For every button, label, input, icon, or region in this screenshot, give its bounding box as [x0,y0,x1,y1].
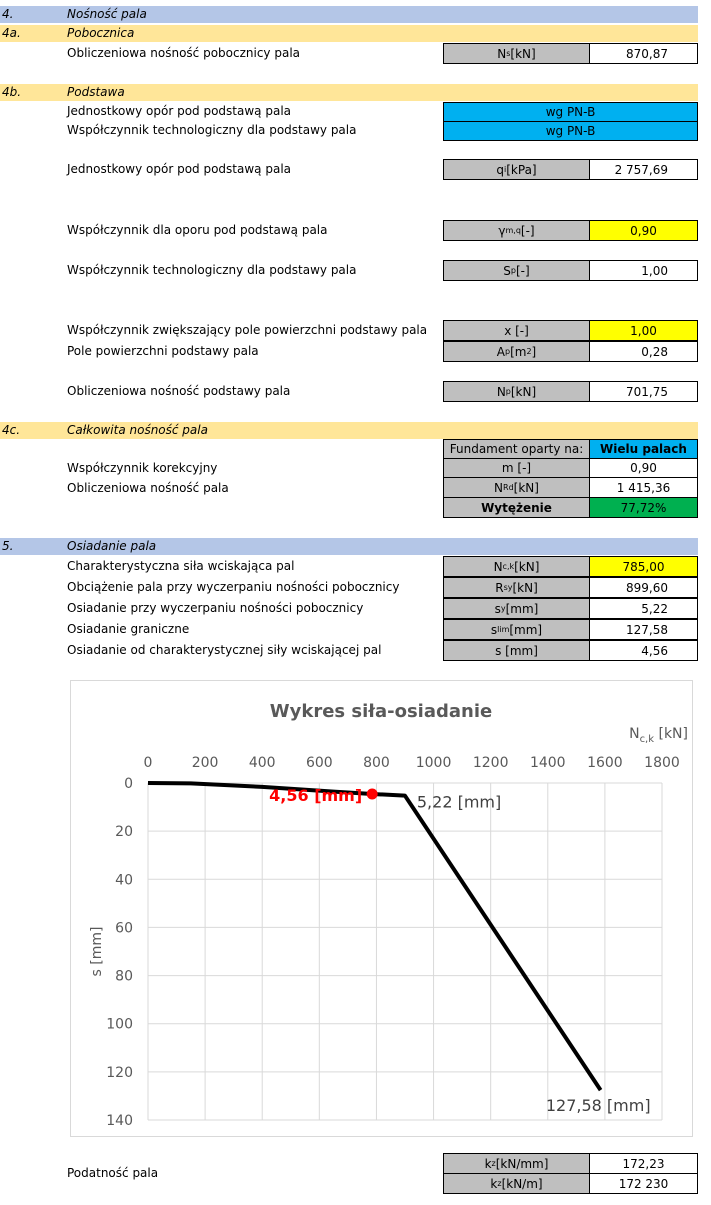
value-cell[interactable]: 172,23 [589,1153,698,1174]
y-tick-label: 120 [106,1064,133,1081]
y-tick-label: 0 [124,776,133,792]
symbol-cell: N p [kN] [443,381,590,402]
chart-svg [71,681,692,1136]
utilization-label-cell: Wytężenie [443,497,590,518]
value-cell[interactable]: 5,22 [589,598,698,619]
row-label: Jednostkowy opór pod podstawą pala [67,162,292,176]
x-tick-label: 1400 [529,755,566,771]
section-title: Podstawa [67,85,125,99]
x-tick-label: 1600 [587,755,623,771]
row-label: Współczynnik technologiczny dla podstawy pala [67,263,357,277]
x-tick-label: 200 [191,755,219,771]
value-cell[interactable]: 0,90 [589,458,698,478]
value-cell[interactable]: 701,75 [589,381,698,402]
symbol-cell: S p [-] [443,260,590,281]
value-cell[interactable]: 870,87 [589,43,698,64]
symbol-cell: m [-] [443,458,590,478]
row-label: Pole powierzchni podstawy pala [67,344,259,358]
value-cell[interactable]: 0,28 [589,341,698,362]
symbol-cell: k z [kN/m] [443,1173,590,1194]
x-tick-label: 600 [305,755,333,771]
section-4c-header [0,422,698,439]
section-title: Nośność pala [67,7,147,21]
input-cell[interactable]: 785,00 [589,556,698,577]
row-label: Osiadanie od charakterystycznej siły wciskającej pal [67,643,382,657]
row-label: Osiadanie przy wyczerpaniu nośności pobocznicy [67,601,364,615]
y-tick-label: 140 [106,1113,133,1129]
foundation-label-cell: Fundament oparty na: [443,439,590,459]
settlement-chart[interactable] [70,680,693,1137]
row-label: Obciążenie pala przy wyczerpaniu nośności pobocznicy [67,580,400,594]
symbol-cell: N c,k [kN] [443,556,590,577]
section-4b-header [0,84,698,101]
row-label: Podatność pala [67,1166,159,1180]
row-label: Obliczeniowa nośność podstawy pala [67,384,291,398]
value-cell[interactable]: 172 230 [589,1173,698,1194]
method-cell[interactable]: wg PN-B [443,102,698,122]
section-number: 4a. [2,26,21,40]
y-axis-title: s [mm] [89,926,105,977]
y-tick-label: 60 [115,920,133,937]
series-line [148,783,601,1090]
row-label: Współczynnik dla oporu pod podstawą pala [67,223,328,237]
section-number: 4b. [2,85,22,99]
section-title: Osiadanie pala [67,539,157,553]
data-label: 127,58 [mm] [545,1096,651,1116]
x-tick-label: 1000 [415,755,452,771]
y-tick-label: 40 [115,872,133,889]
section-title: Całkowita nośność pala [67,423,208,437]
y-tick-label: 80 [115,968,133,985]
symbol-cell: s y [mm] [443,598,590,619]
section-5-header [0,538,698,555]
x-tick-label: 1800 [644,755,680,771]
row-label: Osiadanie graniczne [67,622,190,636]
row-label: Współczynnik zwiększający pole powierzchni podstawy pala [67,323,428,337]
symbol-cell: N Rd [kN] [443,477,590,498]
symbol-cell: s lim [mm] [443,619,590,640]
row-label: Obliczeniowa nośność pala [67,481,229,495]
value-cell[interactable]: 2 757,69 [589,159,698,180]
value-cell[interactable]: 127,58 [589,619,698,640]
section-4a-header [0,25,698,42]
symbol-cell: R sy [kN] [443,577,590,598]
section-number: 4c. [2,423,21,437]
input-cell[interactable]: 0,90 [589,220,698,241]
row-label: Współczynnik korekcyjny [67,461,218,475]
x-tick-label: 0 [143,755,153,771]
symbol-cell: A p [m 2 ] [443,341,590,362]
symbol-cell: N s [kN] [443,43,590,64]
x-tick-label: 400 [248,755,276,771]
x-tick-label: 800 [363,755,390,771]
value-cell[interactable]: 1 415,36 [589,477,698,498]
symbol-cell: k z [kN/mm] [443,1153,590,1174]
symbol-cell: q i [kPa] [443,159,590,180]
section-title: Pobocznica [67,26,135,40]
input-cell[interactable]: 1,00 [589,320,698,341]
section-number: 4. [2,7,14,21]
x-axis-title: $N_{c,k}$ [kN] [629,726,688,745]
utilization-value-cell[interactable]: 77,72% [589,497,698,518]
row-label: Jednostkowy opór pod podstawą pala [67,104,292,118]
symbol-cell: x [-] [443,320,590,341]
data-label: 5,22 [mm] [416,792,502,812]
symbol-cell: γ m,q [-] [443,220,590,241]
y-tick-label: 20 [115,824,133,841]
settlement-marker [367,788,378,799]
value-cell[interactable]: 1,00 [589,260,698,281]
section-4-header [0,6,698,23]
section-number: 5. [2,539,14,553]
value-cell[interactable]: 899,60 [589,577,698,598]
method-cell[interactable]: wg PN-B [443,121,698,141]
row-label: Charakterystyczna siła wciskająca pal [67,559,295,573]
marker-label: 4,56 [mm] [269,785,363,805]
x-tick-label: 1200 [472,755,509,771]
y-tick-label: 100 [106,1016,133,1033]
row-label: Współczynnik technologiczny dla podstawy pala [67,123,357,137]
value-cell[interactable]: 4,56 [589,640,698,661]
chart-title: Wykres siła-osiadanie [269,701,493,722]
symbol-cell: s [mm] [443,640,590,661]
foundation-type-select[interactable]: Wielu palach [589,439,698,459]
row-label: Obliczeniowa nośność pobocznicy pala [67,46,301,60]
